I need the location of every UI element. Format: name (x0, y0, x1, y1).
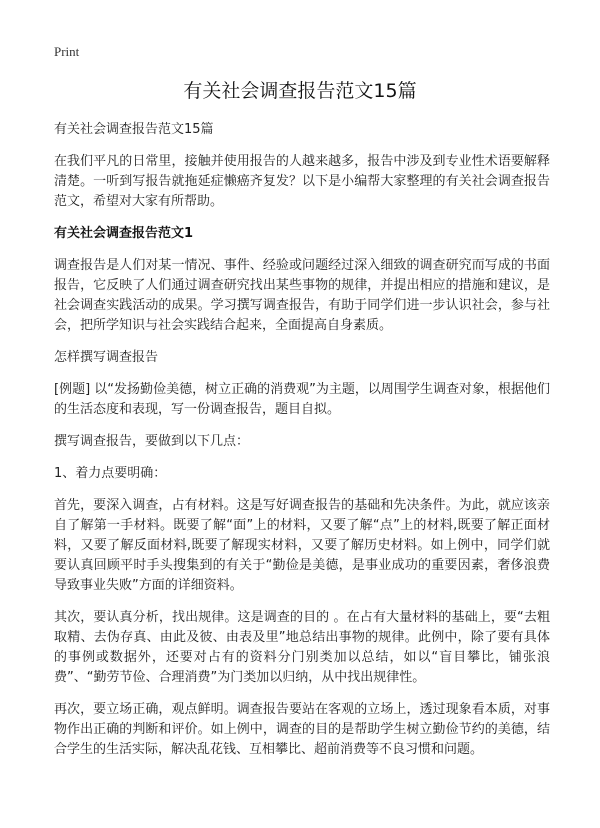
document-subtitle: 有关社会调查报告范文15篇 (54, 122, 214, 137)
definition-paragraph: 调查报告是人们对某一情况、事件、经验或问题经过深入细致的调查研究而写成的书面报告，它反映了人们通过调查研究找出某些事物的规律，并提出相应的措施和建议，是社会调查实践活动的成果。学习撰写调查报告，有助于同学们进一步认识社会，参与社会，把所学知识与社会实践结合起来，全面提高自身素质。 (54, 258, 550, 333)
how-to-write-heading: 怎样撰写调查报告 (54, 350, 159, 365)
point1-paragraph: 首先，要深入调查，占有材料。这是写好调查报告的基础和先决条件。为此，就应该亲自了解第一手材料。既要了解“面”上的材料，又要了解“点”上的材料,既要了解正面材料，又要了解反面材料,既要了解现实材料，又要了解历史材料。如上例中，同学们就要认真回顾平时手头搜集到的有关于“勤俭是美德，是事业成功的重要因素，奢侈浪费导致事业失败”方面的详细资料。 (54, 498, 550, 593)
intro-paragraph: 在我们平凡的日常里，接触并使用报告的人越来越多，报告中涉及到专业性术语要解释清楚。一听到写报告就拖延症懒癌齐复发？以下是小编帮大家整理的有关社会调查报告范文，希望对大家有所帮助。 (54, 154, 550, 209)
points-intro: 撰写调查报告，要做到以下几点： (54, 434, 250, 449)
point3-paragraph: 再次，要立场正确，观点鲜明。调查报告要站在客观的立场上，透过现象看本质，对事物作出正确的判断和评价。如上例中，调查的目的是帮助学生树立勤俭节约的美德，结合学生的生活实际，解决乱花钱、互相攀比、超前消费等不良习惯和问题。 (54, 702, 550, 757)
example-paragraph: [例题] 以“发扬勤俭美德，树立正确的消费观”为主题，以周围学生调查对象，根据他们的生活态度和表现，写一份调查报告，题目自拟。 (54, 382, 550, 417)
point2-paragraph: 其次，要认真分析，找出规律。这是调查的目的 。在占有大量材料的基础上，要“去粗取精、去伪存真、由此及彼、由表及里”地总结出事物的规律。此例中，除了要有具体的事例或数据外，还要对占有的资料分门别类加以总结，如以“盲目攀比，铺张浪费”、“勤劳节俭、合理消费”为门类加以归纳，从中找出规律性。 (54, 610, 550, 685)
document-title: 有关社会调查报告范文15篇 (183, 80, 417, 102)
point1-title: 1、着力点要明确： (54, 466, 167, 481)
section-heading: 有关社会调查报告范文1 (54, 226, 194, 241)
document-body (54, 120, 550, 772)
print-link[interactable]: Print (54, 44, 80, 59)
